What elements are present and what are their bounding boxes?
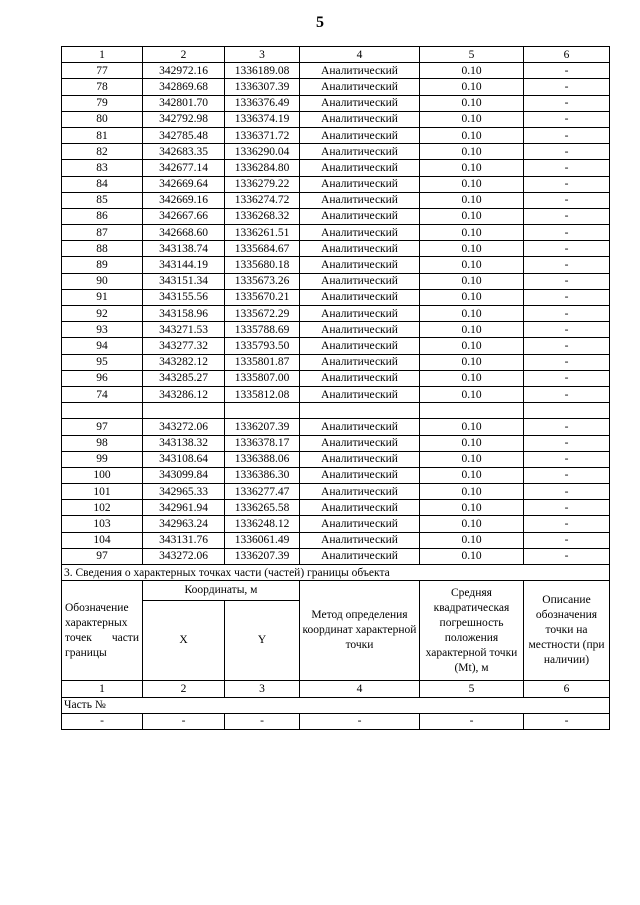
error-value: 0.10 <box>420 176 524 192</box>
x-coordinate: 343138.74 <box>143 241 225 257</box>
empty-cell: - <box>524 713 610 729</box>
column-number: 3 <box>225 47 300 63</box>
empty-cell: - <box>420 713 524 729</box>
section3-number-row <box>62 681 610 697</box>
point-number: 79 <box>62 95 143 111</box>
method: Аналитический <box>300 306 420 322</box>
point-row <box>62 354 610 370</box>
point-number: 98 <box>62 435 143 451</box>
x-coordinate: 343138.32 <box>143 435 225 451</box>
error-value: 0.10 <box>420 354 524 370</box>
description: - <box>524 273 610 289</box>
x-coordinate: 342669.16 <box>143 192 225 208</box>
description: - <box>524 144 610 160</box>
point-number: 74 <box>62 386 143 402</box>
point-number: 92 <box>62 306 143 322</box>
x-coordinate: 343282.12 <box>143 354 225 370</box>
y-coordinate: 1336207.39 <box>225 548 300 564</box>
point-number: 88 <box>62 241 143 257</box>
x-coordinate: 342785.48 <box>143 127 225 143</box>
error-value: 0.10 <box>420 467 524 483</box>
section3-header-row-1 <box>62 581 610 601</box>
method: Аналитический <box>300 241 420 257</box>
y-coordinate: 1336274.72 <box>225 192 300 208</box>
point-row <box>62 176 610 192</box>
point-row <box>62 322 610 338</box>
y-coordinate: 1335812.08 <box>225 386 300 402</box>
y-coordinate: 1336268.32 <box>225 208 300 224</box>
column-number: 3 <box>225 681 300 697</box>
column-number: 2 <box>143 47 225 63</box>
error-value: 0.10 <box>420 532 524 548</box>
y-coordinate: 1335793.50 <box>225 338 300 354</box>
point-row <box>62 127 610 143</box>
x-coordinate: 343144.19 <box>143 257 225 273</box>
column-number: 1 <box>62 681 143 697</box>
error-value: 0.10 <box>420 225 524 241</box>
description: - <box>524 354 610 370</box>
description: - <box>524 548 610 564</box>
description: - <box>524 467 610 483</box>
description: - <box>524 127 610 143</box>
point-row <box>62 111 610 127</box>
x-coordinate: 342801.70 <box>143 95 225 111</box>
column-number: 5 <box>420 681 524 697</box>
description: - <box>524 192 610 208</box>
x-coordinate: 343271.53 <box>143 322 225 338</box>
section3-title-row <box>62 565 610 581</box>
description: - <box>524 386 610 402</box>
x-coordinate: 343108.64 <box>143 451 225 467</box>
description: - <box>524 370 610 386</box>
error-value: 0.10 <box>420 95 524 111</box>
description: - <box>524 419 610 435</box>
point-number: 101 <box>62 484 143 500</box>
point-number: 86 <box>62 208 143 224</box>
method: Аналитический <box>300 111 420 127</box>
header-x: X <box>143 601 225 681</box>
y-coordinate: 1335680.18 <box>225 257 300 273</box>
x-coordinate: 342965.33 <box>143 484 225 500</box>
y-coordinate: 1335673.26 <box>225 273 300 289</box>
x-coordinate: 343099.84 <box>143 467 225 483</box>
method: Аналитический <box>300 127 420 143</box>
error-value: 0.10 <box>420 79 524 95</box>
x-coordinate: 342669.64 <box>143 176 225 192</box>
point-number: 77 <box>62 63 143 79</box>
point-row <box>62 273 610 289</box>
y-coordinate: 1335670.21 <box>225 289 300 305</box>
x-coordinate: 343158.96 <box>143 306 225 322</box>
point-number: 93 <box>62 322 143 338</box>
description: - <box>524 257 610 273</box>
x-coordinate: 342792.98 <box>143 111 225 127</box>
y-coordinate: 1336248.12 <box>225 516 300 532</box>
error-value: 0.10 <box>420 273 524 289</box>
method: Аналитический <box>300 79 420 95</box>
y-coordinate: 1336189.08 <box>225 63 300 79</box>
point-row <box>62 208 610 224</box>
method: Аналитический <box>300 257 420 273</box>
y-coordinate: 1336371.72 <box>225 127 300 143</box>
y-coordinate: 1336290.04 <box>225 144 300 160</box>
part-number-label: Часть № <box>62 697 610 713</box>
part-empty-row <box>62 713 610 729</box>
description: - <box>524 241 610 257</box>
point-number: 89 <box>62 257 143 273</box>
y-coordinate: 1335801.87 <box>225 354 300 370</box>
x-coordinate: 343286.12 <box>143 386 225 402</box>
error-value: 0.10 <box>420 241 524 257</box>
point-row <box>62 257 610 273</box>
method: Аналитический <box>300 467 420 483</box>
method: Аналитический <box>300 63 420 79</box>
description: - <box>524 435 610 451</box>
point-number: 91 <box>62 289 143 305</box>
point-number: 102 <box>62 500 143 516</box>
description: - <box>524 208 610 224</box>
x-coordinate: 342963.24 <box>143 516 225 532</box>
y-coordinate: 1336261.51 <box>225 225 300 241</box>
method: Аналитический <box>300 322 420 338</box>
x-coordinate: 342869.68 <box>143 79 225 95</box>
column-number: 4 <box>300 47 420 63</box>
y-coordinate: 1336376.49 <box>225 95 300 111</box>
point-row <box>62 338 610 354</box>
column-number: 2 <box>143 681 225 697</box>
point-row <box>62 241 610 257</box>
point-number: 96 <box>62 370 143 386</box>
empty-cell: - <box>225 713 300 729</box>
header-designation: Обозначение характерных точек части границы <box>62 581 143 681</box>
point-row <box>62 144 610 160</box>
point-number: 81 <box>62 127 143 143</box>
point-number: 90 <box>62 273 143 289</box>
description: - <box>524 516 610 532</box>
description: - <box>524 322 610 338</box>
description: - <box>524 95 610 111</box>
error-value: 0.10 <box>420 338 524 354</box>
description: - <box>524 451 610 467</box>
x-coordinate: 343155.56 <box>143 289 225 305</box>
point-row <box>62 532 610 548</box>
description: - <box>524 338 610 354</box>
error-value: 0.10 <box>420 160 524 176</box>
method: Аналитический <box>300 208 420 224</box>
column-number: 6 <box>524 681 610 697</box>
description: - <box>524 63 610 79</box>
point-row <box>62 225 610 241</box>
point-number: 97 <box>62 548 143 564</box>
blank-separator-row <box>62 403 610 419</box>
description: - <box>524 225 610 241</box>
x-coordinate: 342668.60 <box>143 225 225 241</box>
point-number: 100 <box>62 467 143 483</box>
description: - <box>524 111 610 127</box>
column-number: 6 <box>524 47 610 63</box>
x-coordinate: 343272.06 <box>143 548 225 564</box>
x-coordinate: 342667.66 <box>143 208 225 224</box>
error-value: 0.10 <box>420 516 524 532</box>
coordinates-table <box>61 46 610 730</box>
error-value: 0.10 <box>420 435 524 451</box>
method: Аналитический <box>300 484 420 500</box>
point-number: 87 <box>62 225 143 241</box>
point-number: 94 <box>62 338 143 354</box>
method: Аналитический <box>300 386 420 402</box>
x-coordinate: 342683.35 <box>143 144 225 160</box>
error-value: 0.10 <box>420 208 524 224</box>
method: Аналитический <box>300 451 420 467</box>
x-coordinate: 343277.32 <box>143 338 225 354</box>
error-value: 0.10 <box>420 192 524 208</box>
error-value: 0.10 <box>420 63 524 79</box>
point-row <box>62 95 610 111</box>
point-row <box>62 451 610 467</box>
point-number: 78 <box>62 79 143 95</box>
description: - <box>524 79 610 95</box>
column-number: 1 <box>62 47 143 63</box>
empty-cell: - <box>300 713 420 729</box>
part-number-row <box>62 697 610 713</box>
header-error: Средняя квадратическая погрешность положения характерной точки (Mt), м <box>420 581 524 681</box>
method: Аналитический <box>300 532 420 548</box>
point-row <box>62 160 610 176</box>
y-coordinate: 1336061.49 <box>225 532 300 548</box>
method: Аналитический <box>300 548 420 564</box>
error-value: 0.10 <box>420 386 524 402</box>
method: Аналитический <box>300 225 420 241</box>
x-coordinate: 343272.06 <box>143 419 225 435</box>
description: - <box>524 500 610 516</box>
column-number: 4 <box>300 681 420 697</box>
error-value: 0.10 <box>420 127 524 143</box>
x-coordinate: 342677.14 <box>143 160 225 176</box>
y-coordinate: 1336207.39 <box>225 419 300 435</box>
error-value: 0.10 <box>420 322 524 338</box>
description: - <box>524 532 610 548</box>
point-number: 97 <box>62 419 143 435</box>
error-value: 0.10 <box>420 484 524 500</box>
y-coordinate: 1336284.80 <box>225 160 300 176</box>
y-coordinate: 1335684.67 <box>225 241 300 257</box>
y-coordinate: 1336265.58 <box>225 500 300 516</box>
y-coordinate: 1336388.06 <box>225 451 300 467</box>
point-row <box>62 370 610 386</box>
method: Аналитический <box>300 370 420 386</box>
section3-title: 3. Сведения о характерных точках части (частей) границы объекта <box>62 565 610 581</box>
description: - <box>524 289 610 305</box>
header-coordinates: Координаты, м <box>143 581 300 601</box>
point-number: 103 <box>62 516 143 532</box>
point-number: 99 <box>62 451 143 467</box>
y-coordinate: 1335672.29 <box>225 306 300 322</box>
point-row <box>62 484 610 500</box>
point-row <box>62 516 610 532</box>
header-description: Описание обозначения точки на местности (при наличии) <box>524 581 610 681</box>
page-number: 5 <box>316 14 324 31</box>
error-value: 0.10 <box>420 548 524 564</box>
header-y: Y <box>225 601 300 681</box>
point-row <box>62 79 610 95</box>
y-coordinate: 1336378.17 <box>225 435 300 451</box>
x-coordinate: 343131.76 <box>143 532 225 548</box>
method: Аналитический <box>300 419 420 435</box>
method: Аналитический <box>300 144 420 160</box>
point-row <box>62 419 610 435</box>
method: Аналитический <box>300 95 420 111</box>
point-number: 95 <box>62 354 143 370</box>
point-number: 85 <box>62 192 143 208</box>
x-coordinate: 343285.27 <box>143 370 225 386</box>
error-value: 0.10 <box>420 257 524 273</box>
method: Аналитический <box>300 273 420 289</box>
point-row <box>62 500 610 516</box>
error-value: 0.10 <box>420 500 524 516</box>
y-coordinate: 1335807.00 <box>225 370 300 386</box>
description: - <box>524 306 610 322</box>
x-coordinate: 342972.16 <box>143 63 225 79</box>
y-coordinate: 1336386.30 <box>225 467 300 483</box>
description: - <box>524 160 610 176</box>
method: Аналитический <box>300 176 420 192</box>
point-number: 104 <box>62 532 143 548</box>
point-row <box>62 192 610 208</box>
method: Аналитический <box>300 192 420 208</box>
empty-cell: - <box>143 713 225 729</box>
header-method: Метод определения координат характерной точки <box>300 581 420 681</box>
x-coordinate: 343151.34 <box>143 273 225 289</box>
x-coordinate: 342961.94 <box>143 500 225 516</box>
error-value: 0.10 <box>420 451 524 467</box>
method: Аналитический <box>300 500 420 516</box>
error-value: 0.10 <box>420 111 524 127</box>
point-row <box>62 435 610 451</box>
error-value: 0.10 <box>420 370 524 386</box>
y-coordinate: 1336279.22 <box>225 176 300 192</box>
point-number: 83 <box>62 160 143 176</box>
point-row <box>62 467 610 483</box>
error-value: 0.10 <box>420 144 524 160</box>
method: Аналитический <box>300 354 420 370</box>
point-row <box>62 386 610 402</box>
column-number-row <box>62 47 610 63</box>
description: - <box>524 484 610 500</box>
error-value: 0.10 <box>420 419 524 435</box>
y-coordinate: 1336374.19 <box>225 111 300 127</box>
point-number: 80 <box>62 111 143 127</box>
error-value: 0.10 <box>420 306 524 322</box>
description: - <box>524 176 610 192</box>
method: Аналитический <box>300 160 420 176</box>
y-coordinate: 1336277.47 <box>225 484 300 500</box>
point-row <box>62 289 610 305</box>
point-number: 84 <box>62 176 143 192</box>
method: Аналитический <box>300 289 420 305</box>
point-row <box>62 63 610 79</box>
empty-cell: - <box>62 713 143 729</box>
point-number: 82 <box>62 144 143 160</box>
point-row <box>62 306 610 322</box>
method: Аналитический <box>300 435 420 451</box>
method: Аналитический <box>300 516 420 532</box>
y-coordinate: 1336307.39 <box>225 79 300 95</box>
y-coordinate: 1335788.69 <box>225 322 300 338</box>
column-number: 5 <box>420 47 524 63</box>
method: Аналитический <box>300 338 420 354</box>
coordinates-table-body <box>62 47 610 730</box>
point-row <box>62 548 610 564</box>
error-value: 0.10 <box>420 289 524 305</box>
